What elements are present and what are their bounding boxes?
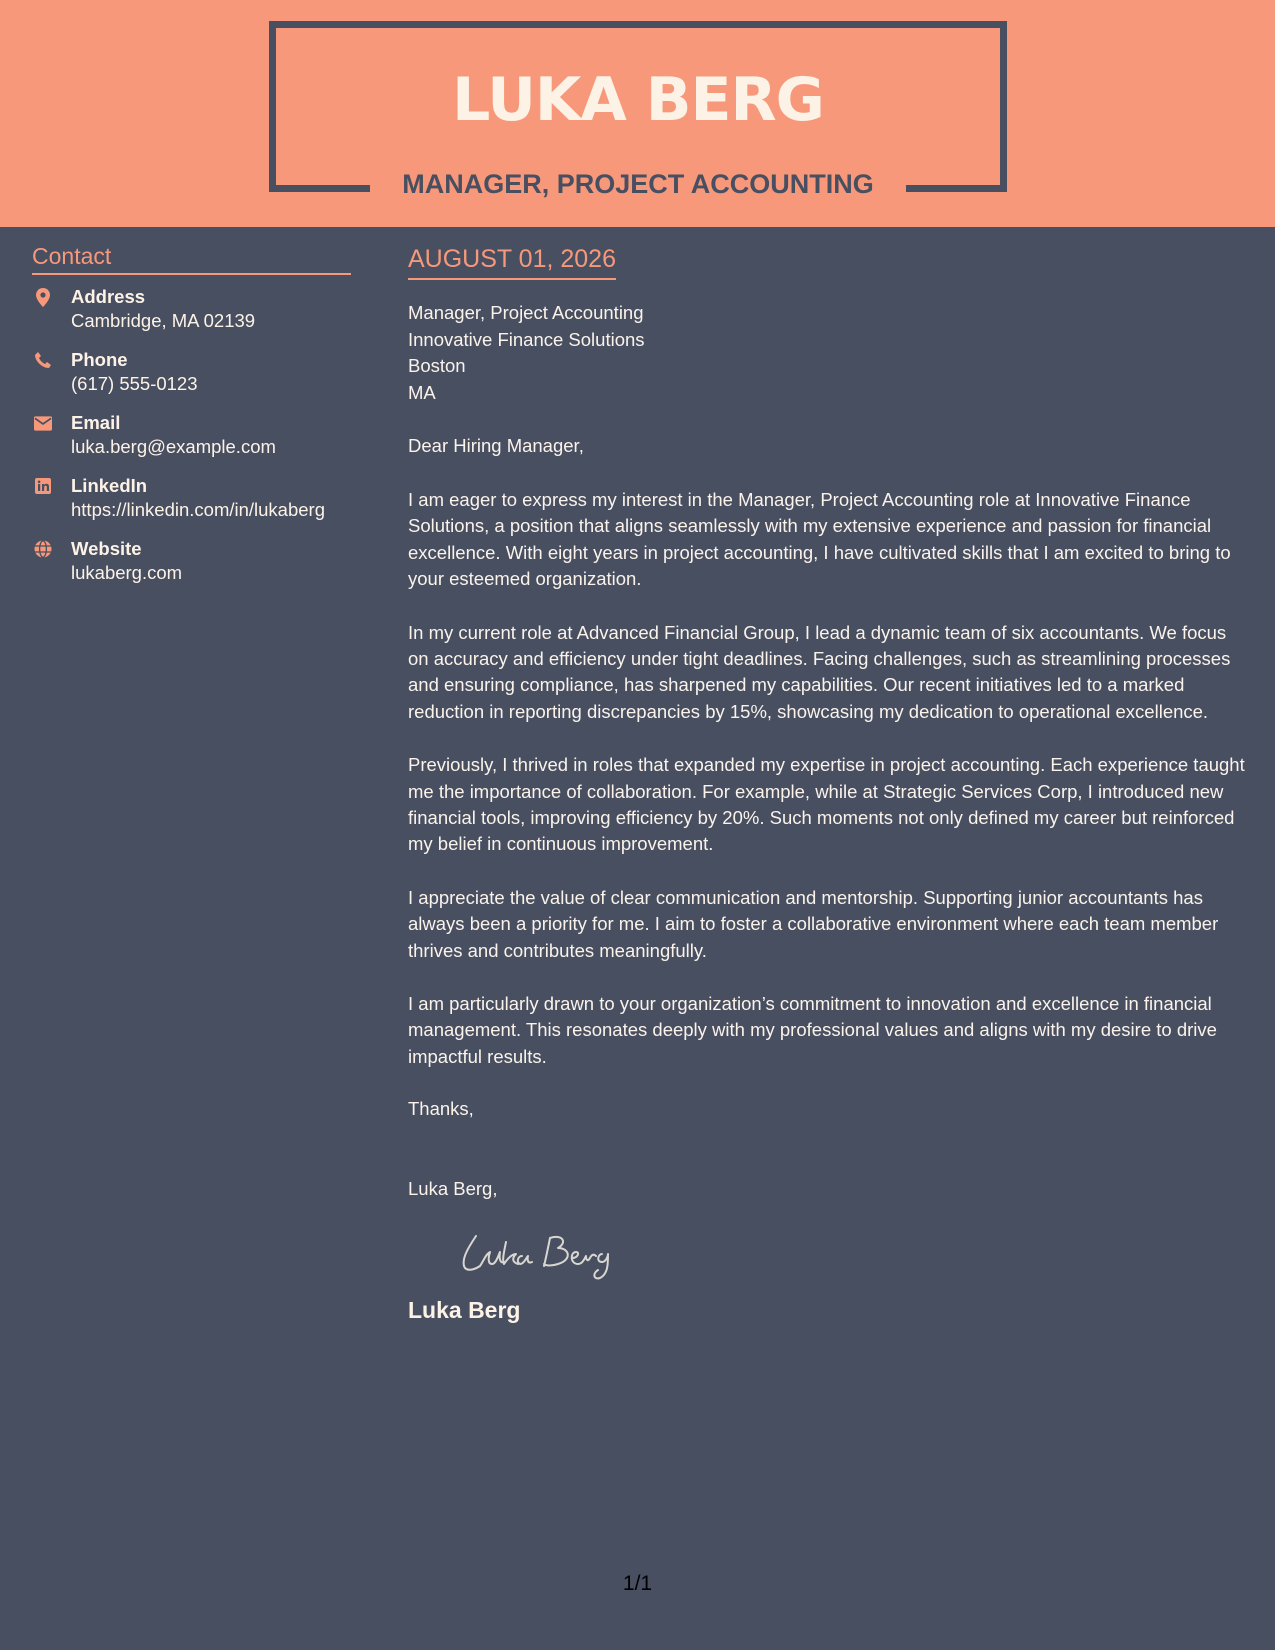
header-banner (0, 0, 1275, 227)
envelope-icon (34, 414, 52, 432)
linkedin-icon (34, 477, 52, 495)
phone-icon (34, 351, 52, 369)
map-pin-icon (34, 288, 52, 306)
contact-label: Phone (71, 349, 128, 370)
contact-item-linkedin (32, 473, 351, 536)
contact-label: Email (71, 412, 121, 433)
body-paragraph: I appreciate the value of clear communication and mentorship. Supporting junior accountants has always been a priority for me. I aim to foster a collaborative environment where each team member thrives and contributes meaningfully. (408, 886, 1219, 961)
contact-item-address (32, 284, 351, 347)
contact-value[interactable]: https://linkedin.com/in/lukaberg (71, 499, 325, 520)
recipient-block (408, 300, 1248, 406)
body-paragraph: Previously, I thrived in roles that expanded my expertise in project accounting. Each experience taught me the importance of collaboration. For example, while at Strategic Services Corp, I introduced new financial tools, improving efficiency by 20%. Such moments not only defined my career but reinforced my belief in continuous improvement. (408, 754, 1245, 855)
page-number: 1/1 (622, 1572, 653, 1595)
body-paragraph: In my current role at Advanced Financial Group, I lead a dynamic team of six accountants. We focus on accuracy and efficiency under tight deadlines. Facing challenges, such as streamlining processes and ensuring compliance, has sharpened my capabilities. Our recent initiatives led to a marked reduction in reporting discrepancies by 15%, showcasing my dedication to operational excellence. (408, 621, 1231, 722)
signature-name: Luka Berg (408, 1297, 521, 1324)
contact-label: Website (71, 538, 142, 559)
contact-value[interactable]: lukaberg.com (71, 562, 183, 583)
contact-value: Cambridge, MA 02139 (71, 310, 256, 331)
header-frame-corner-right (906, 185, 1007, 192)
globe-icon (34, 540, 52, 558)
contact-list (32, 284, 351, 599)
contact-label: LinkedIn (71, 475, 148, 496)
contact-sidebar (32, 240, 351, 599)
contact-heading: Contact (32, 240, 351, 275)
contact-value[interactable]: (617) 555-0123 (71, 373, 198, 394)
recipient-line: Innovative Finance Solutions (408, 328, 645, 350)
contact-label: Address (71, 286, 146, 307)
recipient-line: Manager, Project Accounting (408, 302, 644, 323)
applicant-name: LUKA BERG (452, 65, 824, 135)
job-title: MANAGER, PROJECT ACCOUNTING (402, 169, 874, 199)
contact-item-website (32, 536, 351, 599)
body-paragraph: I am particularly drawn to your organization’s commitment to innovation and excellence in financial management. This resonates deeply with my professional values and aligns with my desire to drive impactful results. (408, 992, 1217, 1067)
handwritten-signature (454, 1224, 1248, 1284)
recipient-line: MA (408, 381, 436, 403)
header-frame-corner-left (269, 185, 370, 192)
signoff: Luka Berg, (408, 1178, 498, 1200)
salutation: Dear Hiring Manager, (408, 435, 584, 457)
closing: Thanks, (408, 1098, 474, 1120)
letter-body (408, 242, 1248, 1325)
recipient-line: Boston (408, 355, 466, 377)
letter-date: AUGUST 01, 2026 (408, 242, 616, 280)
contact-item-email (32, 410, 351, 473)
contact-value[interactable]: luka.berg@example.com (71, 436, 276, 457)
contact-item-phone (32, 347, 351, 410)
body-paragraph: I am eager to express my interest in the Manager, Project Accounting role at Innovative Finance Solutions, a position that aligns seamlessly with my extensive experience and passion for financial excellence. With eight years in project accounting, I have cultivated skills that I am excited to bring to your esteemed organization. (408, 488, 1231, 590)
